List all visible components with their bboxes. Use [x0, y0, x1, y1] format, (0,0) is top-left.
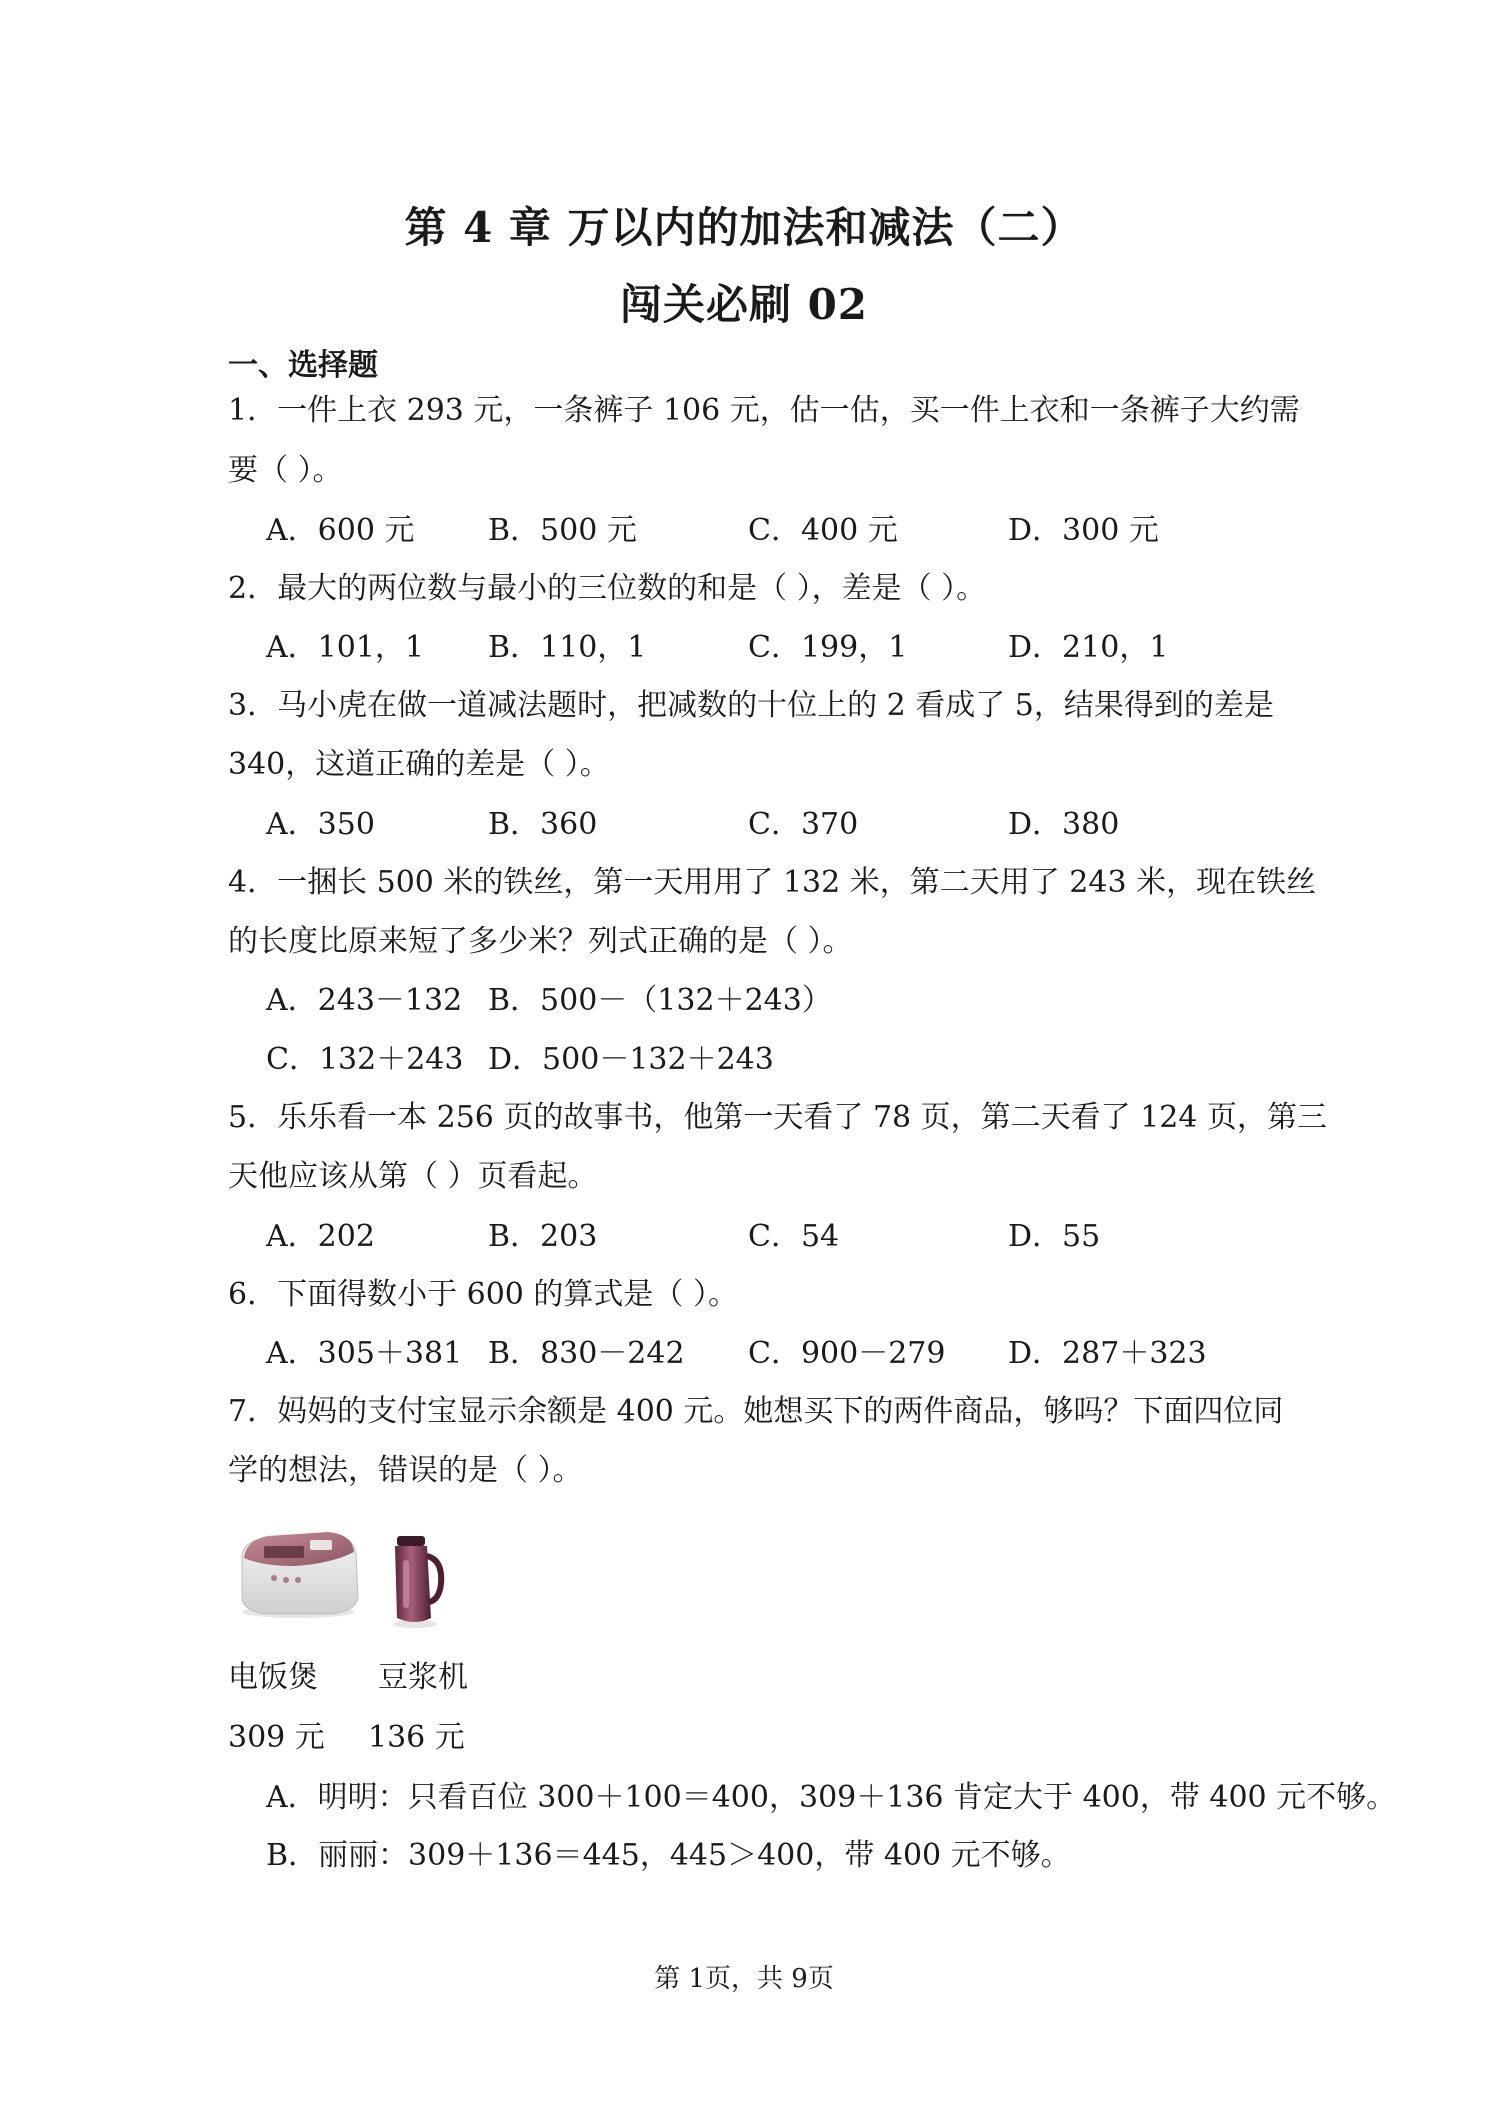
question-5-line-2: 天他应该从第（ ）页看起。	[228, 1159, 598, 1194]
question-1-option-d[interactable]: D．300 元	[1008, 513, 1159, 548]
product-name-rice-cooker: 电饭煲	[228, 1660, 318, 1695]
question-4-option-b[interactable]: B．500－（132＋243）	[488, 983, 832, 1018]
question-6-option-b[interactable]: B．830－242	[488, 1336, 685, 1371]
question-6-option-c[interactable]: C．900－279	[748, 1336, 946, 1371]
product-price-soymilk-maker: 136 元	[368, 1720, 465, 1755]
question-5-line-1: 5．乐乐看一本 256 页的故事书，他第一天看了 78 页，第二天看了 124 页，第三	[228, 1100, 1327, 1135]
question-5-option-d[interactable]: D．55	[1008, 1219, 1101, 1254]
question-2-line-1: 2．最大的两位数与最小的三位数的和是（ ），差是（ ）。	[228, 571, 987, 606]
question-6-option-d[interactable]: D．287＋323	[1008, 1336, 1207, 1371]
question-1-option-a[interactable]: A．600 元	[266, 513, 415, 548]
question-2-option-c[interactable]: C．199，1	[748, 630, 908, 665]
question-7-line-1: 7．妈妈的支付宝显示余额是 400 元。她想买下的两件商品，够吗？下面四位同	[228, 1394, 1284, 1429]
question-4-option-d[interactable]: D．500－132＋243	[488, 1042, 774, 1077]
page-number: 第 1页，共 9页	[654, 1964, 834, 1994]
question-6-line-1: 6．下面得数小于 600 的算式是（ ）。	[228, 1277, 738, 1312]
question-4-option-a[interactable]: A．243－132	[266, 983, 463, 1018]
question-2-option-d[interactable]: D．210，1	[1008, 630, 1169, 665]
question-7-line-2: 学的想法，错误的是（ ）。	[228, 1453, 583, 1488]
question-2-option-a[interactable]: A．101，1	[266, 630, 425, 665]
question-3-option-d[interactable]: D．380	[1008, 807, 1120, 842]
question-4-line-2: 的长度比原来短了多少米？列式正确的是（ ）。	[228, 924, 853, 959]
page-subtitle: 闯关必刷 02	[619, 280, 869, 329]
question-6-option-a[interactable]: A．305＋381	[266, 1336, 463, 1371]
question-3-option-c[interactable]: C．370	[748, 807, 859, 842]
question-5-option-a[interactable]: A．202	[266, 1219, 375, 1254]
question-1-line-1: 1．一件上衣 293 元，一条裤子 106 元，估一估，买一件上衣和一条裤子大约需	[228, 393, 1300, 428]
question-7-option-a[interactable]: A．明明：只看百位 300＋100＝400，309＋136 肯定大于 400，带 400 元不够。	[266, 1780, 1397, 1815]
question-3-option-a[interactable]: A．350	[266, 807, 375, 842]
question-3-line-1: 3．马小虎在做一道减法题时，把减数的十位上的 2 看成了 5，结果得到的差是	[228, 688, 1274, 723]
product-price-rice-cooker: 309 元	[228, 1720, 325, 1755]
question-3-line-2: 340，这道正确的差是（ ）。	[228, 747, 610, 782]
question-5-option-c[interactable]: C．54	[748, 1219, 840, 1254]
question-5-option-b[interactable]: B．203	[488, 1219, 598, 1254]
product-name-soymilk-maker: 豆浆机	[378, 1660, 468, 1695]
question-1-option-b[interactable]: B．500 元	[488, 513, 637, 548]
question-1-line-2: 要（ ）。	[228, 453, 343, 488]
question-4-option-c[interactable]: C．132＋243	[266, 1042, 464, 1077]
question-7-option-b[interactable]: B．丽丽：309＋136＝445，445＞400，带 400 元不够。	[266, 1838, 1071, 1873]
soymilk-maker-icon	[385, 1530, 449, 1630]
section-heading: 一、选择题	[228, 348, 378, 383]
chapter-title: 第 4 章 万以内的加法和减法（二）	[404, 203, 1084, 252]
question-1-option-c[interactable]: C．400 元	[748, 513, 898, 548]
rice-cooker-icon	[234, 1524, 362, 1620]
question-2-option-b[interactable]: B．110，1	[488, 630, 647, 665]
question-3-option-b[interactable]: B．360	[488, 807, 598, 842]
question-4-line-1: 4．一捆长 500 米的铁丝，第一天用用了 132 米，第二天用了 243 米，现在铁丝	[228, 865, 1317, 900]
